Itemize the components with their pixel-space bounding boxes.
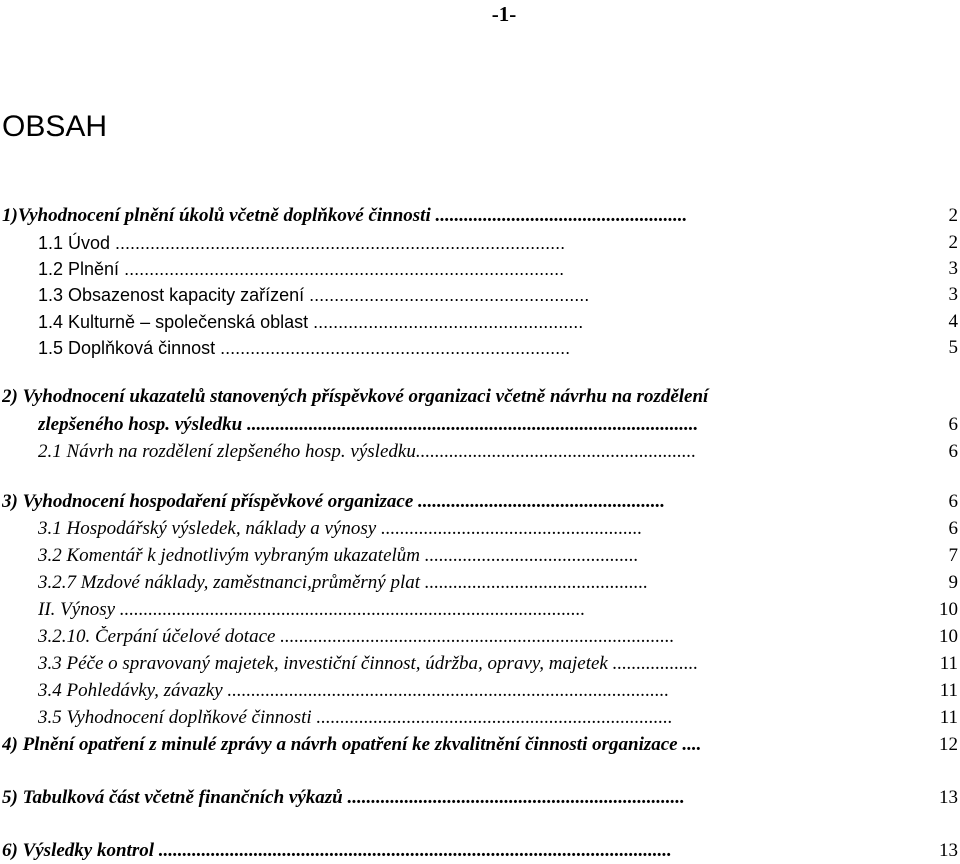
toc-page-3-3: 11 [939,653,958,674]
toc-page-3-2-7: 9 [948,572,958,593]
toc-entry-vynosy[interactable]: II. Výnosy .................................................................................................. [38,599,586,620]
toc-entry-1-1[interactable]: 1.1 Úvod .......................................................................................... [38,233,566,253]
toc-page-1-4: 4 [948,311,958,332]
toc-entry-2[interactable]: 2) Vyhodnocení ukazatelů stanovených příspěvkové organizaci včetně návrhu na rozdělení [2,386,709,407]
toc-entry-2-cont[interactable]: zlepšeného hosp. výsledku ............................................................................................... [38,414,699,435]
toc-entry-1-2[interactable]: 1.2 Plnění ........................................................................................ [38,259,565,279]
toc-page-1-2: 3 [948,258,958,279]
toc-entry-3-1[interactable]: 3.1 Hospodářský výsledek, náklady a výnosy ....................................................... [38,518,643,539]
toc-entry-1-4[interactable]: 1.4 Kulturně – společenská oblast ...................................................... [38,312,584,332]
toc-page-3-2-10: 10 [939,626,958,647]
toc-page-6: 13 [939,840,958,861]
toc-entry-3-2-10[interactable]: 3.2.10. Čerpání účelové dotace ................................................................................... [38,626,675,647]
toc-page-3-2: 7 [948,545,958,566]
toc-page-3-4: 11 [939,680,958,701]
toc-entry-5[interactable]: 5) Tabulková část včetně finančních výkazů ....................................................................... [2,787,685,808]
toc-entry-2-1[interactable]: 2.1 Návrh na rozdělení zlepšeného hosp. výsledku........................................................... [38,441,697,462]
toc-entry-3-3[interactable]: 3.3 Péče o spravovaný majetek, investiční činnost, údržba, opravy, majetek .................. [38,653,699,674]
toc-entry-1-5[interactable]: 1.5 Doplňková činnost ...................................................................... [38,338,571,358]
toc-page-1-1: 2 [948,232,958,253]
toc-page-2-1: 6 [948,441,958,462]
toc-entry-4[interactable]: 4) Plnění opatření z minulé zprávy a návrh opatření ke zkvalitnění činnosti organizace .... [2,734,702,755]
toc-entry-3-2[interactable]: 3.2 Komentář k jednotlivým vybraným ukazatelům ............................................. [38,545,639,566]
toc-page-5: 13 [939,787,958,808]
page-title: OBSAH [2,110,108,143]
toc-entry-3-2-7[interactable]: 3.2.7 Mzdové náklady, zaměstnanci,průměrný plat ............................................... [38,572,649,593]
toc-page-3-1: 6 [948,518,958,539]
toc-page-3-5: 11 [939,707,958,728]
toc-page-3: 6 [948,491,958,512]
toc-page-4: 12 [939,734,958,755]
page-number: -1- [491,2,517,26]
toc-entry-3-5[interactable]: 3.5 Vyhodnocení doplňkové činnosti ........................................................................... [38,707,673,728]
toc-page-2: 6 [948,414,958,435]
toc-entry-3[interactable]: 3) Vyhodnocení hospodaření příspěvkové organizace .................................................... [2,491,666,512]
toc-entry-6[interactable]: 6) Výsledky kontrol ............................................................................................................ [2,840,672,861]
toc-page-1-5: 5 [948,337,958,358]
toc-entry-1-3[interactable]: 1.3 Obsazenost kapacity zařízení ........................................................ [38,285,590,305]
toc-entry-3-4[interactable]: 3.4 Pohledávky, závazky ............................................................................................. [38,680,670,701]
toc-page-1: 2 [948,205,958,226]
toc-page-vynosy: 10 [939,599,958,620]
toc-page-1-3: 3 [948,284,958,305]
toc-entry-1[interactable]: 1)Vyhodnocení plnění úkolů včetně doplňkové činnosti ..................................................... [2,205,688,226]
